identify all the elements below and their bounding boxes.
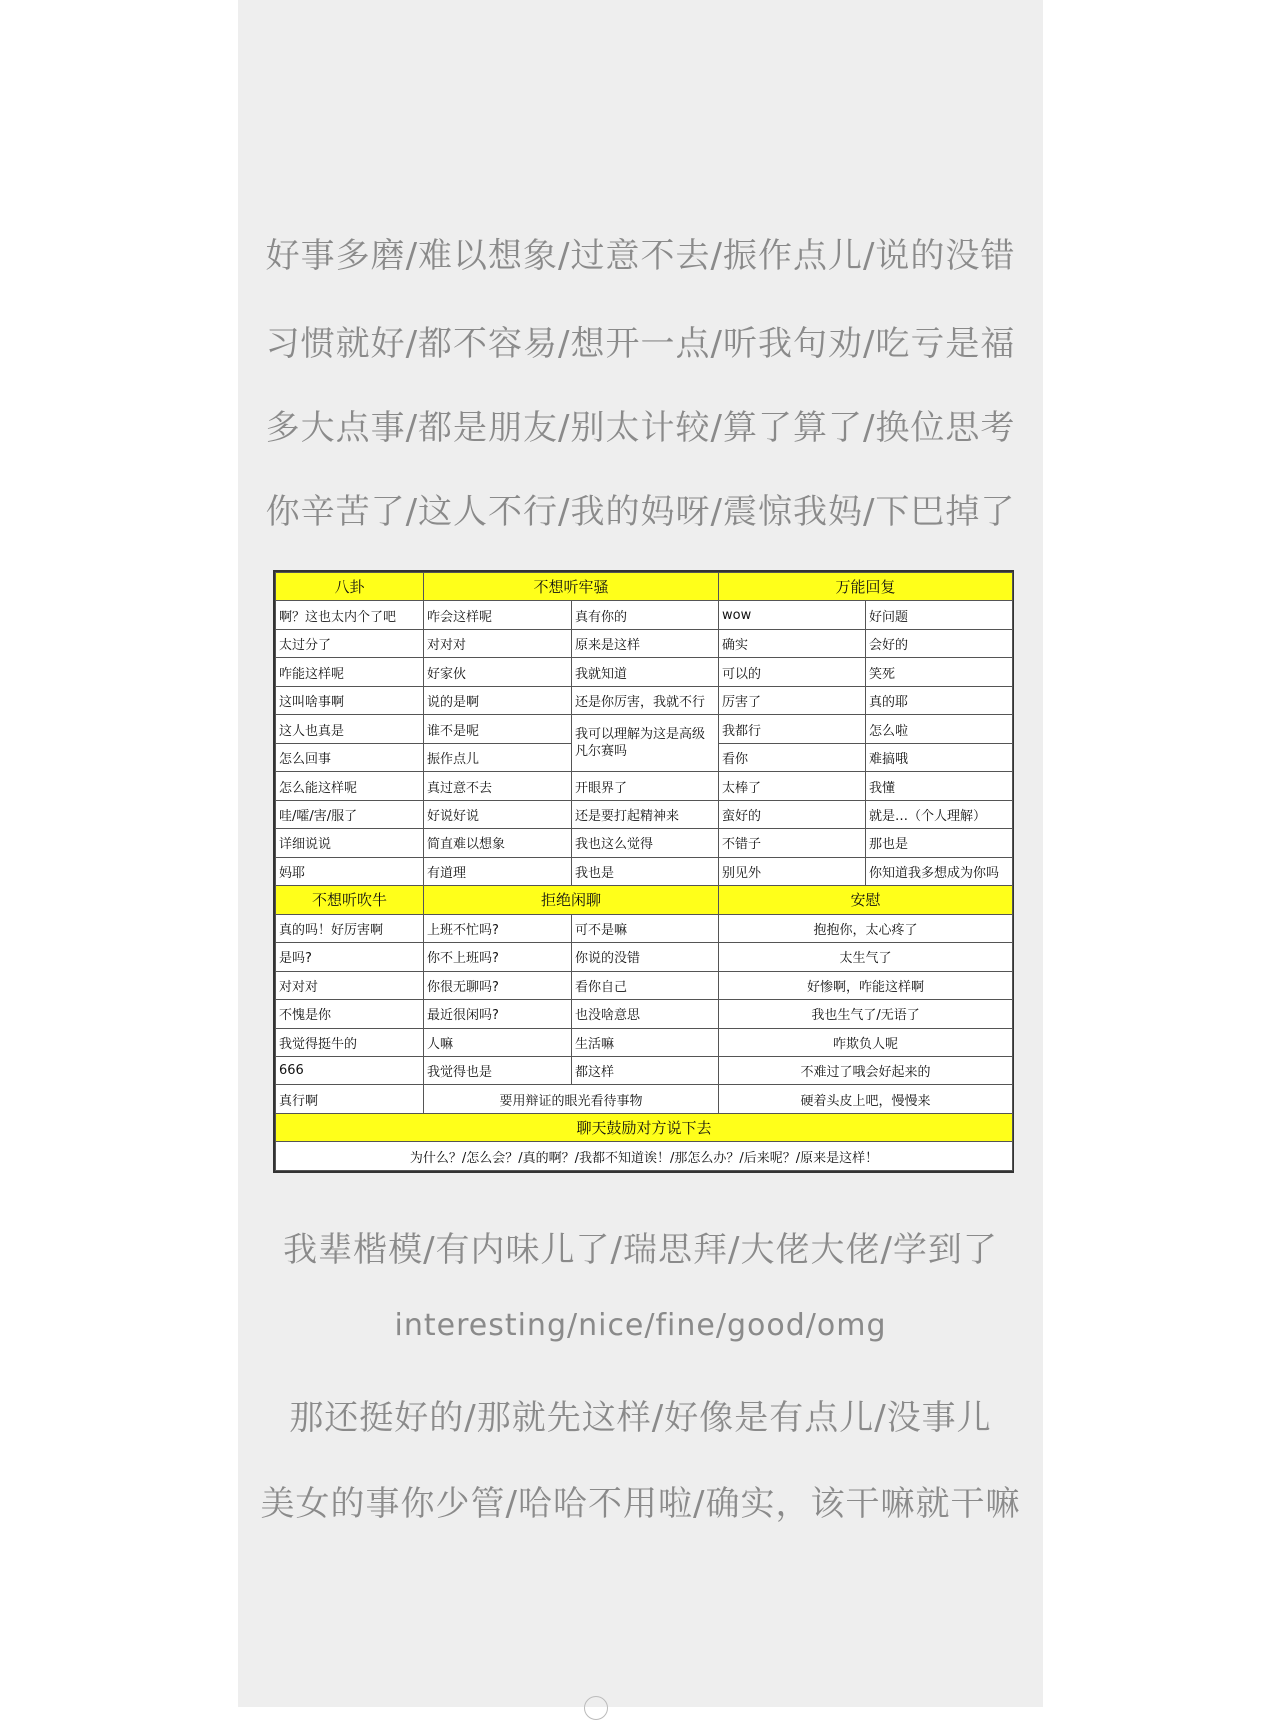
phrase-line: 你辛苦了/这人不行/我的妈呀/震惊我妈/下巴掉了 <box>265 492 1016 532</box>
table-cell: 这人也真是 <box>276 715 424 743</box>
header-cell: 万能回复 <box>719 573 1013 601</box>
table-cell: 太过分了 <box>276 629 424 657</box>
table-cell: 都这样 <box>572 1056 719 1084</box>
table-cell: 我也是 <box>572 857 719 885</box>
table-cell: 原来是这样 <box>572 629 719 657</box>
table-cell: 人嘛 <box>424 1028 572 1056</box>
table-cell: 我觉得挺牛的 <box>276 1028 424 1056</box>
header-cell: 安慰 <box>719 886 1013 914</box>
phrase-line: 那还挺好的/那就先这样/好像是有点儿/没事儿 <box>289 1398 992 1438</box>
table-cell: 我觉得也是 <box>424 1056 572 1084</box>
table-cell: wow <box>719 601 866 629</box>
table-cell: 看你 <box>719 743 866 771</box>
table-cell: 振作点儿 <box>424 743 572 771</box>
table-cell: 对对对 <box>276 971 424 999</box>
table-cell: 我也生气了/无语了 <box>719 1000 1013 1028</box>
table-row <box>276 914 1013 942</box>
table-cell: 太生气了 <box>719 943 1013 971</box>
table-cell: 不难过了哦会好起来的 <box>719 1056 1013 1084</box>
table-header-row <box>276 573 1013 601</box>
table-cell: 真有你的 <box>572 601 719 629</box>
header-cell: 聊天鼓励对方说下去 <box>276 1113 1013 1141</box>
table-row <box>276 715 1013 743</box>
table-cell: 难搞哦 <box>866 743 1013 771</box>
table-cell: 太棒了 <box>719 772 866 800</box>
table-cell: 蛮好的 <box>719 800 866 828</box>
table-cell: 简直难以想象 <box>424 829 572 857</box>
table-cell: 可不是嘛 <box>572 914 719 942</box>
table-cell: 好问题 <box>866 601 1013 629</box>
table-cell: 会好的 <box>866 629 1013 657</box>
table-cell: 那也是 <box>866 829 1013 857</box>
header-cell: 不想听牢骚 <box>424 573 719 601</box>
table-row <box>276 658 1013 686</box>
table-cell: 确实 <box>719 629 866 657</box>
table-cell: 真的吗！好厉害啊 <box>276 914 424 942</box>
phrase-line: 好事多磨/难以想象/过意不去/振作点儿/说的没错 <box>265 236 1016 276</box>
table-cell: 你知道我多想成为你吗 <box>866 857 1013 885</box>
table-cell: 哇/嚯/害/服了 <box>276 800 424 828</box>
table-cell: 真的耶 <box>866 686 1013 714</box>
table-row <box>276 772 1013 800</box>
table-header-row <box>276 1113 1013 1141</box>
table-cell: 上班不忙吗? <box>424 914 572 942</box>
table-cell: 我也这么觉得 <box>572 829 719 857</box>
circle-icon <box>584 1696 608 1720</box>
table-row <box>276 1000 1013 1028</box>
table-cell: 最近很闲吗? <box>424 1000 572 1028</box>
table-cell: 笑死 <box>866 658 1013 686</box>
phrase-line: 多大点事/都是朋友/别太计较/算了算了/换位思考 <box>265 408 1016 448</box>
table-row <box>276 1028 1013 1056</box>
table-cell: 我可以理解为这是高级凡尔赛吗 <box>572 715 719 772</box>
table-cell: 不错子 <box>719 829 866 857</box>
table-row <box>276 971 1013 999</box>
table-cell: 是吗? <box>276 943 424 971</box>
table-cell: 好家伙 <box>424 658 572 686</box>
table-row <box>276 1056 1013 1084</box>
table-cell: 硬着头皮上吧，慢慢来 <box>719 1085 1013 1113</box>
table-cell: 我就知道 <box>572 658 719 686</box>
table-row <box>276 800 1013 828</box>
table-cell: 也没啥意思 <box>572 1000 719 1028</box>
table-cell: 好说好说 <box>424 800 572 828</box>
table-cell: 谁不是呢 <box>424 715 572 743</box>
table-cell: 可以的 <box>719 658 866 686</box>
table-row <box>276 829 1013 857</box>
table-header-row <box>276 886 1013 914</box>
table-cell: 怎么啦 <box>866 715 1013 743</box>
table-row <box>276 601 1013 629</box>
footer-cell: 为什么？/怎么会？/真的啊？/我都不知道诶！/那怎么办？/后来呢？/原来是这样！ <box>276 1142 1013 1171</box>
table-cell: 666 <box>276 1056 424 1084</box>
reply-phrase-table <box>273 570 1014 1173</box>
table-cell: 生活嘛 <box>572 1028 719 1056</box>
table-cell: 说的是啊 <box>424 686 572 714</box>
table-row <box>276 943 1013 971</box>
table-cell: 还是要打起精神来 <box>572 800 719 828</box>
table-cell: 别见外 <box>719 857 866 885</box>
table-cell: 好惨啊，咋能这样啊 <box>719 971 1013 999</box>
table-row <box>276 629 1013 657</box>
table-cell: 我都行 <box>719 715 866 743</box>
table-cell: 妈耶 <box>276 857 424 885</box>
table-cell: 这叫啥事啊 <box>276 686 424 714</box>
table-cell: 还是你厉害，我就不行 <box>572 686 719 714</box>
header-cell: 不想听吹牛 <box>276 886 424 914</box>
phrase-line: 习惯就好/都不容易/想开一点/听我句劝/吃亏是福 <box>265 324 1016 364</box>
table-cell: 你很无聊吗? <box>424 971 572 999</box>
table-cell: 咋欺负人呢 <box>719 1028 1013 1056</box>
table-cell: 有道理 <box>424 857 572 885</box>
phrase-line: 我辈楷模/有内味儿了/瑞思拜/大佬大佬/学到了 <box>283 1230 998 1270</box>
table-row <box>276 1142 1013 1171</box>
table-cell: 厉害了 <box>719 686 866 714</box>
table-cell: 真过意不去 <box>424 772 572 800</box>
page-panel <box>238 0 1043 1707</box>
table-cell: 要用辩证的眼光看待事物 <box>424 1085 719 1113</box>
table-cell: 开眼界了 <box>572 772 719 800</box>
table-cell: 你说的没错 <box>572 943 719 971</box>
table-cell: 你不上班吗? <box>424 943 572 971</box>
table-cell: 咋能这样呢 <box>276 658 424 686</box>
table-cell: 对对对 <box>424 629 572 657</box>
table-cell: 咋会这样呢 <box>424 601 572 629</box>
table-cell: 不愧是你 <box>276 1000 424 1028</box>
table-cell: 抱抱你，太心疼了 <box>719 914 1013 942</box>
table-row <box>276 857 1013 885</box>
table-cell: 怎么能这样呢 <box>276 772 424 800</box>
table-cell: 就是…（个人理解） <box>866 800 1013 828</box>
header-cell: 拒绝闲聊 <box>424 886 719 914</box>
phrase-line: interesting/nice/fine/good/omg <box>394 1308 887 1343</box>
table-cell: 啊？这也太内个了吧 <box>276 601 424 629</box>
table-cell: 怎么回事 <box>276 743 424 771</box>
table-cell: 我懂 <box>866 772 1013 800</box>
table-cell: 看你自己 <box>572 971 719 999</box>
table-cell: 真行啊 <box>276 1085 424 1113</box>
table-row <box>276 686 1013 714</box>
phrase-line: 美女的事你少管/哈哈不用啦/确实，该干嘛就干嘛 <box>260 1484 1021 1524</box>
table-row <box>276 1085 1013 1113</box>
table-cell: 详细说说 <box>276 829 424 857</box>
header-cell: 八卦 <box>276 573 424 601</box>
